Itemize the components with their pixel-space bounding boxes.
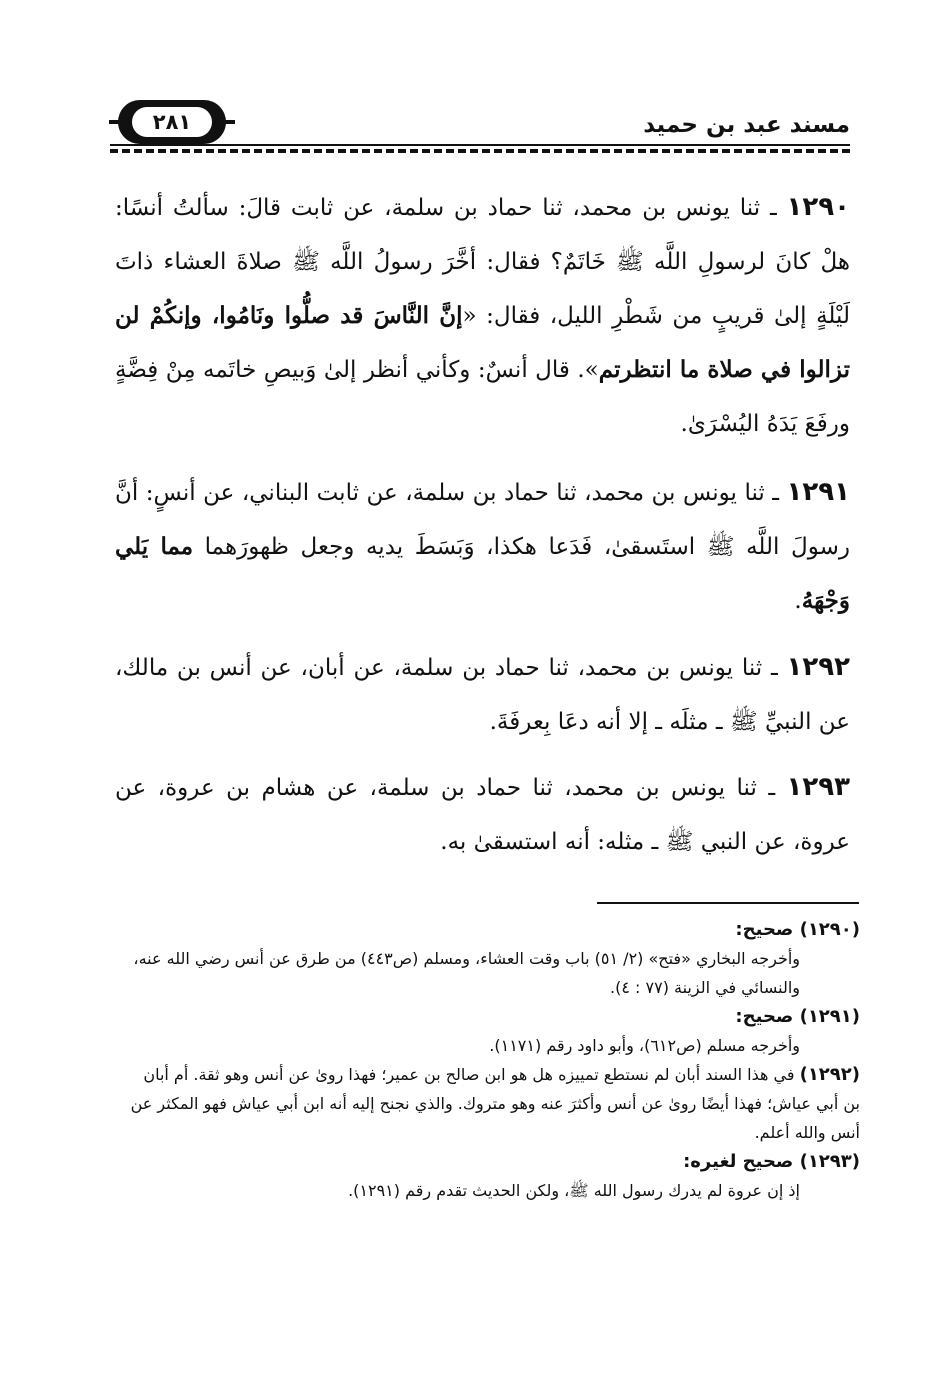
hadith-number: ١٢٩٣	[786, 772, 850, 802]
hadith-text-end: .	[794, 588, 802, 614]
page-number: ٢٨١	[132, 107, 212, 137]
footnote-1292	[125, 1060, 860, 1147]
hadith-1293	[115, 760, 850, 869]
footnote-1290	[125, 915, 860, 1002]
hadith-1291	[115, 465, 850, 628]
hadith-number: ١٢٩١	[786, 477, 850, 507]
hadith-quote: مما يَلي وَجْهَهُ	[115, 533, 850, 614]
page-number-badge	[118, 100, 226, 144]
hadith-text-end: ». قال أنسٌ: وكأني أنظر إلىٰ وَبيصِ خاتَمه مِنْ فِضَّةٍ ورفَعَ يَدَهُ اليُسْرَىٰ.	[115, 357, 850, 437]
hadith-text: ـ ثنا يونس بن محمد، ثنا حماد بن سلمة، عن ثابت قالَ: سألتُ أنسًا: هلْ كانَ لرسولِ اللَّه ﷺ خَاتَمٌ؟ فقال: أخَّرَ رسولُ اللَّه ﷺ صلاةَ العشاء ذاتَ لَيْلَةٍ إلىٰ قريبٍ من شَطْرِ الليل، فقال: «	[115, 195, 850, 329]
footnote-separator	[597, 902, 859, 904]
hadith-text: ـ ثنا يونس بن محمد، ثنا حماد بن سلمة، عن أبان، عن أنس بن مالك، عن النبيِّ ﷺ ـ مثلَه ـ إلا أنه دعَا بِعرفَةَ.	[115, 655, 850, 735]
book-title: مسند عبد بن حميد	[643, 112, 850, 138]
hadith-text: ـ ثنا يونس بن محمد، ثنا حماد بن سلمة، عن ثابت البناني، عن أنسٍ: أنَّ رسولَ اللَّه ﷺ استَسقىٰ، فَدَعا هكذا، وَبَسَطَ يديه وجعل ظهورَهما	[115, 480, 850, 560]
hadith-number: ١٢٩٢	[786, 652, 850, 682]
footnotes	[125, 915, 860, 1205]
footnote-body: وأخرجه البخاري «فتح» (٢/ ٥١) باب وقت العشاء، ومسلم (ص٤٤٣) من طرق عن أنس رضي الله عنه، والنسائي في الزينة (٧٧ : ٤).	[133, 949, 800, 997]
header-rule	[110, 144, 850, 146]
footnote-body: في هذا السند أبان لم نستطع تمييزه هل هو ابن صالح بن عمير؛ فهذا روىٰ عن أنس وهو ثقة. أم أبان بن أبي عياش؛ فهذا أيضًا روىٰ عن أنس وأكثرَ عنه وهو متروك. والذي نجنح إليه أنه ابن أبي عياش فهو المكثر عن أنس والله أعلم.	[130, 1065, 860, 1142]
hadith-1292	[115, 640, 850, 749]
hadith-text: ـ ثنا يونس بن محمد، ثنا حماد بن سلمة، عن هشام بن عروة، عن عروة، عن النبي ﷺ ـ مثله: أنه استسقىٰ به.	[115, 775, 850, 855]
footnote-heading: (١٢٩١) صحيح:	[735, 1006, 860, 1027]
hadith-number: ١٢٩٠	[786, 192, 850, 222]
hadith-quote: إنَّ النَّاسَ قد صلُّوا ونَامُوا، وإنكُمْ لن تزالوا في صلاة ما انتظرتم	[115, 302, 851, 383]
footnote-1293	[125, 1147, 860, 1205]
page-header	[110, 92, 850, 162]
footnote-heading: (١٢٩٢)	[799, 1064, 860, 1085]
footnote-body: وأخرجه مسلم (ص٦١٢)، وأبو داود رقم (١١٧١).	[489, 1036, 800, 1055]
footnote-heading: (١٢٩٠) صحيح:	[735, 919, 860, 940]
footnote-heading: (١٢٩٣) صحيح لغيره:	[683, 1151, 860, 1172]
header-dashed-rule	[110, 149, 850, 153]
hadith-1290	[115, 180, 850, 451]
footnote-body: إذ إن عروة لم يدرك رسول الله ﷺ، ولكن الحديث تقدم رقم (١٢٩١).	[348, 1181, 800, 1200]
footnote-1291	[125, 1002, 860, 1060]
